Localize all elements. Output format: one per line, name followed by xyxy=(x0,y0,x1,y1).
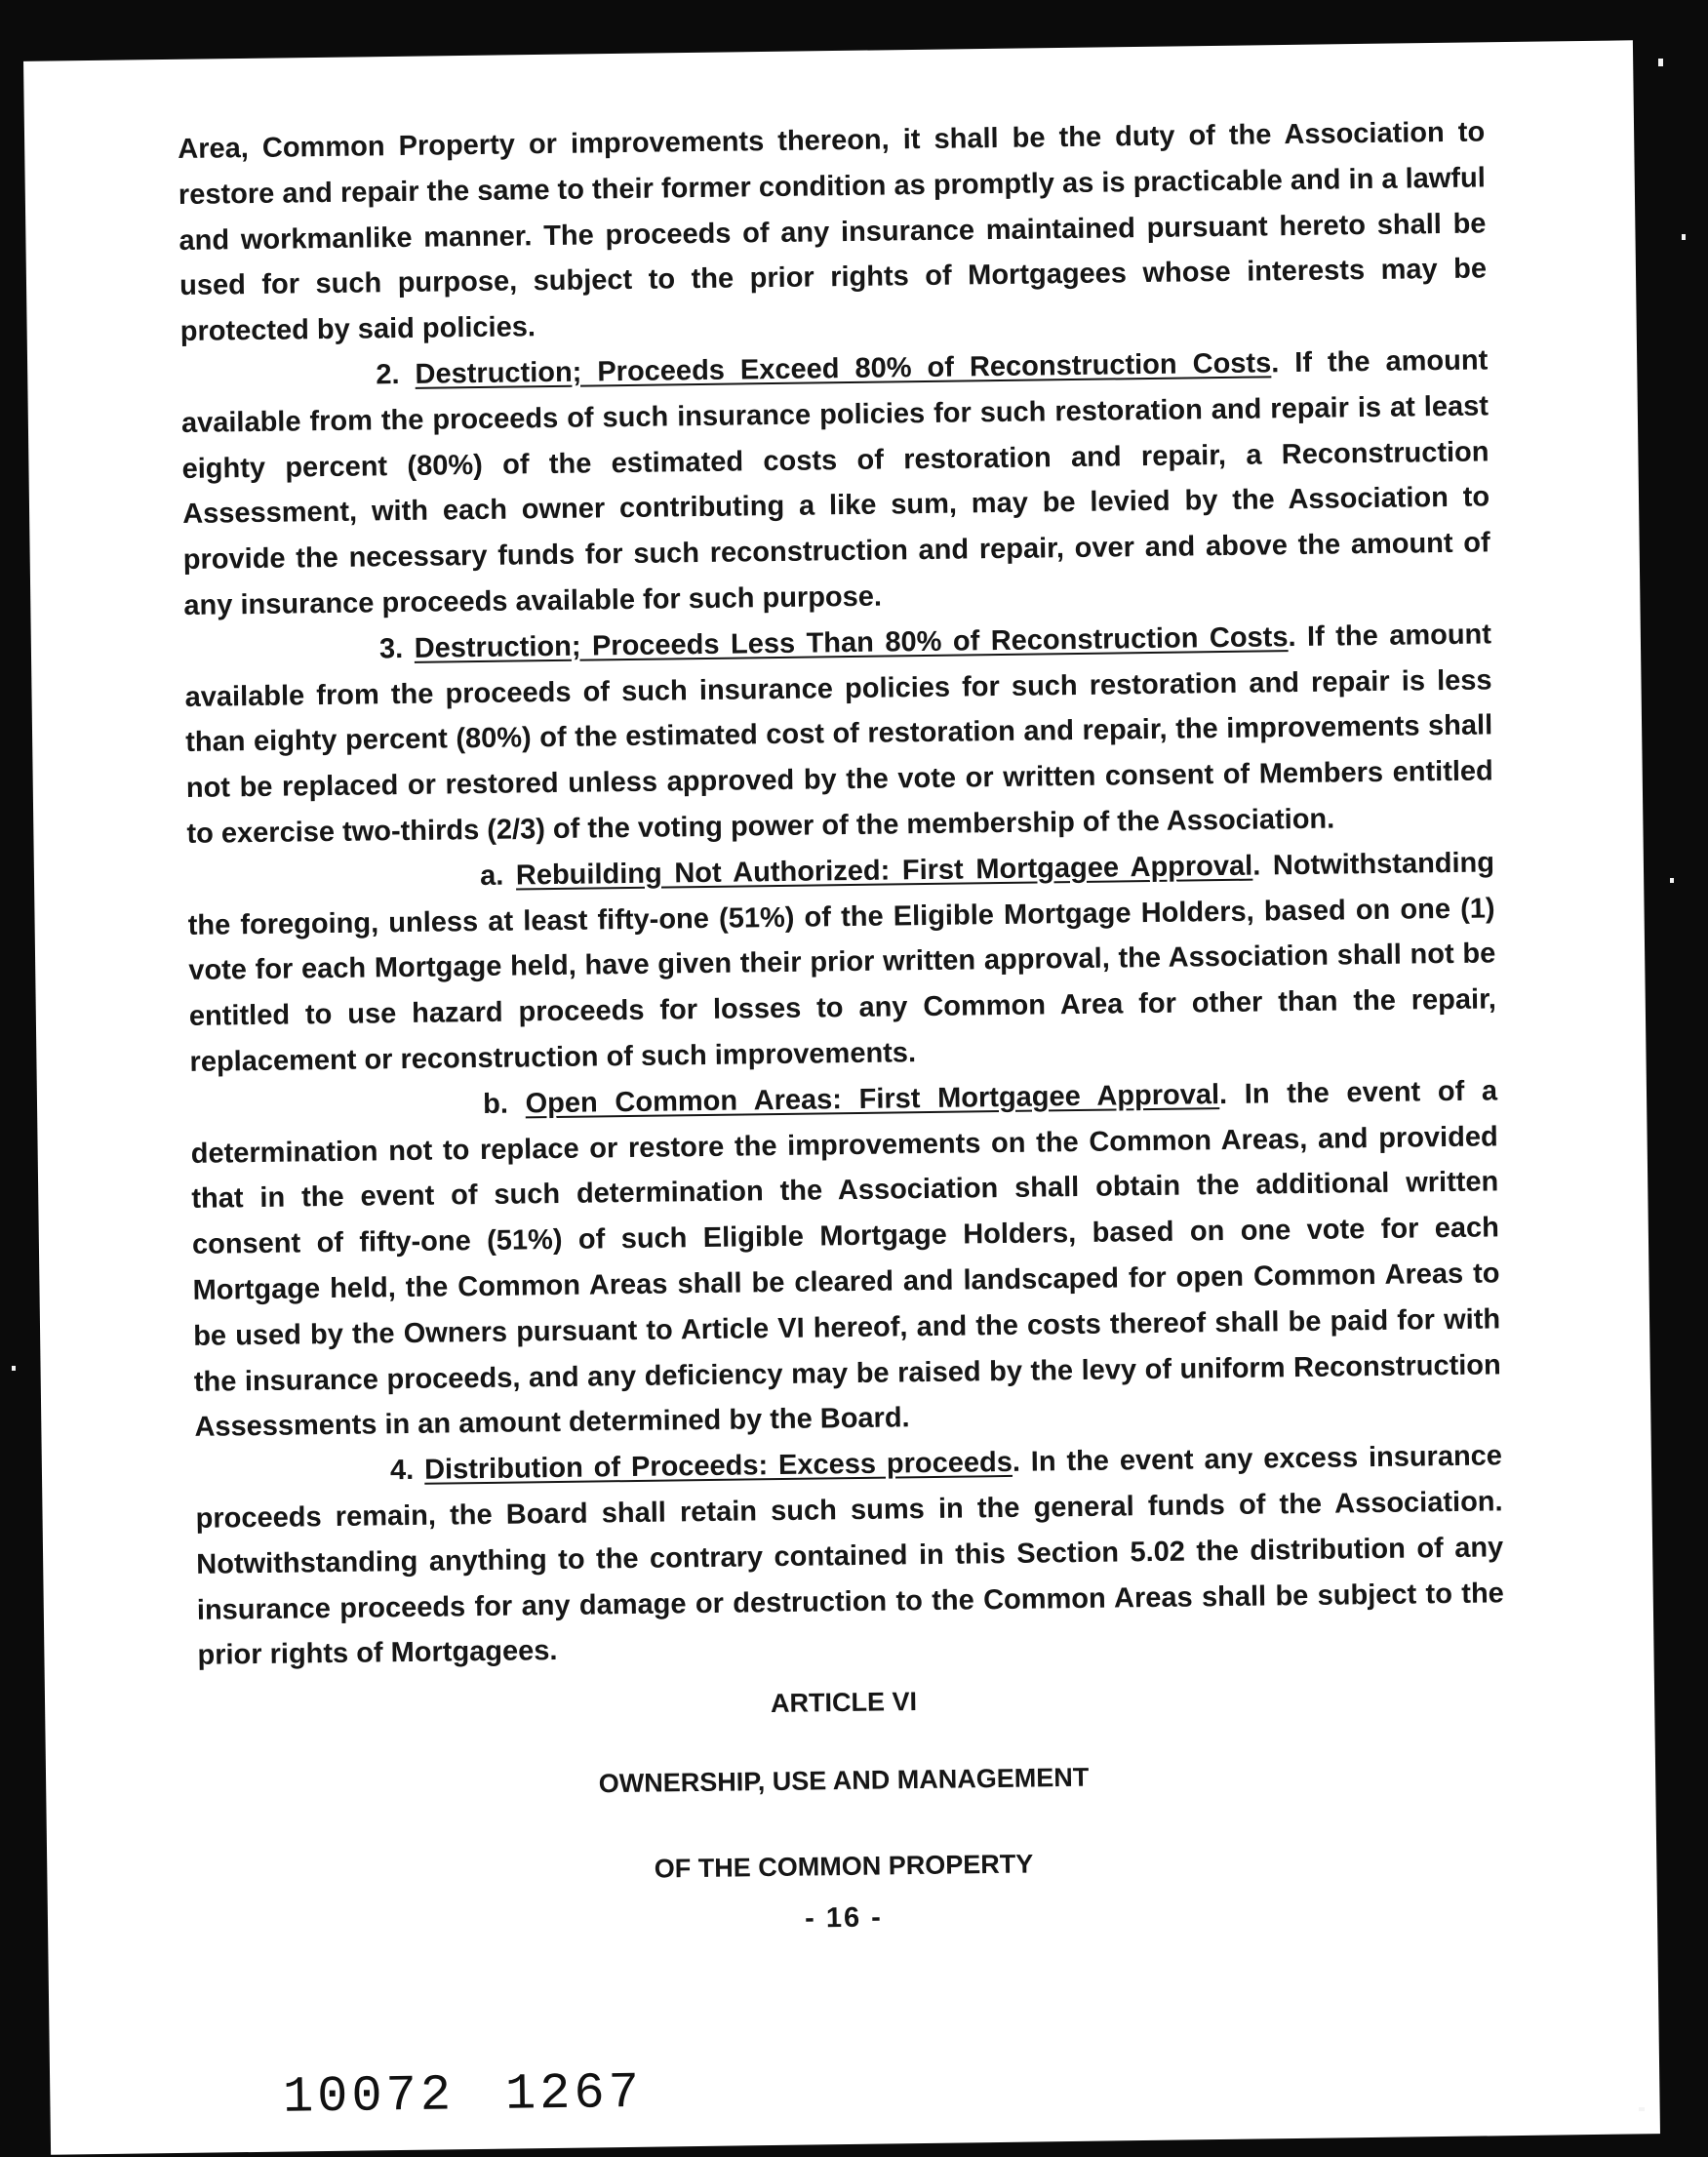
section-b-number: b. xyxy=(482,1088,509,1120)
section-2-title: Destruction; Proceeds Exceed 80% of Reconstruction Costs xyxy=(415,347,1272,390)
scan-speck xyxy=(1639,2107,1645,2111)
section-2-number: 2. xyxy=(376,359,400,391)
stamp-page-number: 1267 xyxy=(504,2063,644,2124)
article-subheading-common-property: OF THE COMMON PROPERTY xyxy=(654,1849,1034,1884)
section-4-title: Distribution of Proceeds: Excess proceeds xyxy=(423,1447,1013,1486)
section-2-body: . If the amount available from the proceeds of such insurance policies for such restoration and repair is at least eighty percent (80%) of the estimated costs of restoration and repair, a Reconstruction Assessment, with each owner contributing a like sum, may be levied by the Association to provide the necessary funds for such reconstruction and repair, over and above the amount of any insurance proceeds available for such purpose. xyxy=(180,344,1490,621)
section-4-number: 4. xyxy=(389,1455,415,1487)
section-b-title: Open Common Areas: First Mortgagee Approval xyxy=(525,1078,1220,1120)
section-4-paragraph xyxy=(195,1433,1505,1679)
opening-paragraph: Area, Common Property or improvements thereon, it shall be the duty of the Association to restore and repair the same to their former condition as promptly as is practicable and in a lawful and workmanlike manner. The proceeds of any insurance maintained pursuant hereto shall be used for such purpose, subject to the prior rights of Mortgagees whose interests may be protected by said policies. xyxy=(178,116,1488,348)
scan-speck xyxy=(12,1366,16,1371)
section-2-paragraph xyxy=(180,338,1491,628)
stamp-book-number: 10072 xyxy=(282,2066,456,2127)
section-b-body: . In the event of a determination not to replace or restore the improvements on the Common Areas, and provided that in the event of such determination the Association shall obtain the additional written consent of fifty-one (51%) of such Eligible Mortgage Holders, based on one vote for each Mortgage held, the Common Areas shall be cleared and landscaped for open Common Areas to be used by the Owners pursuant to Article VI hereof, and the costs thereof shall be paid for with the insurance proceeds, and any deficiency may be raised by the levy of uniform Reconstruction Assessments in an amount determined by the Board. xyxy=(190,1075,1501,1444)
page-number: - 16 - xyxy=(804,1901,884,1935)
section-3-paragraph xyxy=(184,612,1494,858)
section-a-body: . Notwithstanding the foregoing, unless at least fifty-one (51%) of the Eligible Mortgage Holders, based on one (1) vote for each Mortgage held, have given their prior written approval, the Association shall not be entitled to use hazard proceeds for losses to any Common Area for other than the repair, replacement or reconstruction of such improvements. xyxy=(187,847,1497,1078)
section-3-body: . If the amount available from the proceeds of such insurance policies for such restoration and repair is less than eighty percent (80%) of the estimated cost of restoration and repair, the improvements shall not be replaced or restored unless approved by the vote or written consent of Members entitled to exercise two-thirds (2/3) of the voting power of the membership of the Association. xyxy=(184,619,1493,850)
section-a-number: a. xyxy=(479,859,504,892)
scan-speck xyxy=(1670,878,1674,883)
scan-speck xyxy=(1658,59,1663,66)
section-3-title: Destruction; Proceeds Less Than 80% of Reconstruction Costs xyxy=(414,620,1289,664)
article-subheading-ownership: OWNERSHIP, USE AND MANAGEMENT xyxy=(598,1762,1090,1799)
section-b-paragraph xyxy=(190,1068,1502,1451)
article-heading: ARTICLE VI xyxy=(770,1687,918,1718)
section-4-body: . In the event any excess insurance proceeds remain, the Board shall retain such sums in the general funds of the Association. Notwithstanding anything to the contrary contained in this Section 5.02 the distribution of any insurance proceeds for any damage or destruction to the Common Areas shall be subject to the prior rights of Mortgagees. xyxy=(195,1440,1504,1672)
scan-speck xyxy=(1682,234,1686,240)
document-body xyxy=(178,109,1505,1678)
section-a-paragraph xyxy=(187,840,1497,1086)
section-a-title: Rebuilding Not Authorized: First Mortgagee Approval xyxy=(515,850,1253,892)
recording-stamp xyxy=(283,2063,695,2127)
section-3-number: 3. xyxy=(378,632,404,665)
